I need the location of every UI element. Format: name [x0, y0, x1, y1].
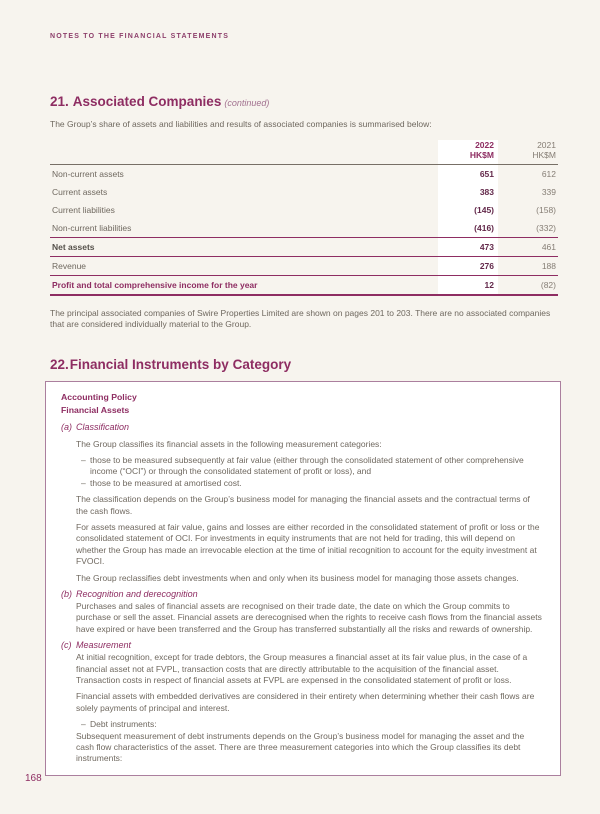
debt-instruments-list	[81, 719, 544, 730]
section-21-number: 21.	[50, 94, 69, 109]
row-label: Non-current assets	[52, 168, 124, 179]
policy-section-a-body	[76, 439, 544, 584]
list-item-text: those to be measured subsequently at fair value (either through the consolidated statement of other comprehensive income (“OCI”) or through the consolidated statement of profit or loss), and	[90, 454, 524, 477]
paragraph: Financial assets with embedded derivatives are considered in their entirety when determining whether their cash flows are solely payments of principal and interest.	[76, 691, 535, 713]
row-value-2021: (82)	[540, 279, 556, 290]
table-header-row	[50, 140, 558, 165]
continued-label: (continued)	[224, 98, 270, 108]
paragraph: For assets measured at fair value, gains and losses are either recorded in the consolidated statement of profit or loss or the consolidated statement of OCI. For investments in equity instruments that are not held for trading, this will depend on whether the Group has made an irrevocable election at the time of initial recognition to account for the equity investment at FVOCI.	[76, 521, 540, 567]
list-item	[81, 719, 544, 730]
column-year-2021: 2021	[537, 139, 556, 150]
table-row	[50, 164, 558, 183]
row-value-2021: (158)	[536, 204, 556, 215]
list-item	[81, 478, 544, 489]
row-label: Net assets	[52, 241, 95, 252]
column-header-2021	[498, 140, 558, 165]
paragraph: At initial recognition, except for trade debtors, the Group measures a financial asset at its fair value plus, in the case of a financial asset not at FVPL, transaction costs that are directly attributable to the acquisition of the financial asset. Transaction costs in respect of financial assets at FVPL are expensed in the consolidated statement of profit or loss.	[76, 652, 528, 685]
table-row	[50, 219, 558, 238]
policy-box-title: Accounting Policy	[61, 391, 137, 402]
section-a-label: (a)	[61, 421, 72, 432]
row-value-2021: 612	[541, 168, 556, 179]
column-unit-2021: HK$M	[532, 149, 556, 160]
policy-section-c-heading	[61, 639, 544, 652]
row-value-2021: 339	[541, 186, 556, 197]
policy-section-a-heading	[61, 421, 544, 434]
accounting-policy-box	[45, 381, 561, 776]
column-year-2022: 2022	[475, 139, 494, 150]
table-row-revenue	[50, 256, 558, 275]
paragraph: Purchases and sales of financial assets are recognised on their trade date, the date on which the Group commits to purchase or sell the asset. Financial assets are derecognised when the rights to receive cash flows from the financial assets have expired or have been transferred and the Group has transferred substantially all the risks and rewards of ownership.	[76, 600, 542, 634]
dash-bullet: –	[81, 719, 86, 730]
policy-box-subtitle: Financial Assets	[61, 404, 130, 415]
policy-section-c-body	[76, 652, 544, 765]
section-21-title	[50, 94, 558, 111]
page-number: 168	[25, 773, 42, 784]
row-value-2022: 651	[438, 164, 498, 183]
table-row	[50, 183, 558, 201]
policy-section-b-body	[76, 601, 544, 635]
associated-companies-table	[50, 140, 558, 296]
section-21-name: Associated Companies	[72, 94, 222, 109]
table-row	[50, 201, 558, 219]
row-label: Revenue	[52, 260, 87, 271]
section-a-title: Classification	[76, 421, 130, 432]
section-c-title: Measurement	[76, 640, 132, 651]
paragraph: Subsequent measurement of debt instruments depends on the Group’s business model for managing the asset and the cash flow characteristics of the asset. There are three measurement categories into which the Group classifies its debt instruments:	[76, 730, 525, 764]
section-22-title	[50, 357, 558, 373]
row-value-2022: (416)	[438, 219, 498, 238]
section-21-intro: The Group’s share of assets and liabilities and results of associated companies is summarised below:	[50, 119, 432, 129]
table-row-profit	[50, 275, 558, 295]
running-header: NOTES TO THE FINANCIAL STATEMENTS	[50, 33, 230, 40]
row-value-2021: 461	[541, 241, 556, 252]
paragraph: The Group classifies its financial assets in the following measurement categories:	[76, 438, 382, 449]
row-value-2022: 12	[438, 275, 498, 295]
section-21-note: The principal associated companies of Swire Properties Limited are shown on pages 201 to 203. There are no associated companies that are considered individually material to the Group.	[50, 307, 551, 329]
row-value-2022: 383	[438, 183, 498, 201]
list-item-text: Debt instruments:	[90, 719, 157, 730]
section-b-label: (b)	[61, 588, 72, 599]
paragraph: The Group reclassifies debt investments when and only when its business model for managing those assets changes.	[76, 572, 519, 583]
column-unit-2022: HK$M	[469, 149, 494, 160]
row-label: Non-current liabilities	[52, 222, 132, 233]
table-row-net-assets	[50, 237, 558, 256]
column-header-2022	[438, 140, 498, 165]
table-header-spacer	[50, 140, 438, 165]
row-label: Current assets	[52, 186, 108, 197]
section-22-name: Financial Instruments by Category	[69, 356, 292, 372]
section-22-number: 22.	[50, 356, 69, 372]
list-item-text: those to be measured at amortised cost.	[90, 477, 242, 488]
dash-bullet: –	[81, 454, 86, 465]
section-b-title: Recognition and derecognition	[76, 588, 198, 599]
row-value-2022: (145)	[438, 201, 498, 219]
row-value-2021: (332)	[536, 222, 556, 233]
policy-section-b-heading	[61, 588, 544, 601]
row-value-2022: 276	[438, 256, 498, 275]
measurement-categories-list	[81, 455, 544, 489]
row-label: Profit and total comprehensive income for the year	[52, 279, 258, 290]
row-value-2022: 473	[438, 237, 498, 256]
dash-bullet: –	[81, 477, 86, 488]
section-c-label: (c)	[61, 640, 72, 651]
row-value-2021: 188	[541, 260, 556, 271]
list-item	[81, 455, 544, 478]
paragraph: The classification depends on the Group’s business model for managing the financial assets and the contractual terms of the cash flows.	[76, 494, 530, 516]
row-label: Current liabilities	[52, 204, 115, 215]
